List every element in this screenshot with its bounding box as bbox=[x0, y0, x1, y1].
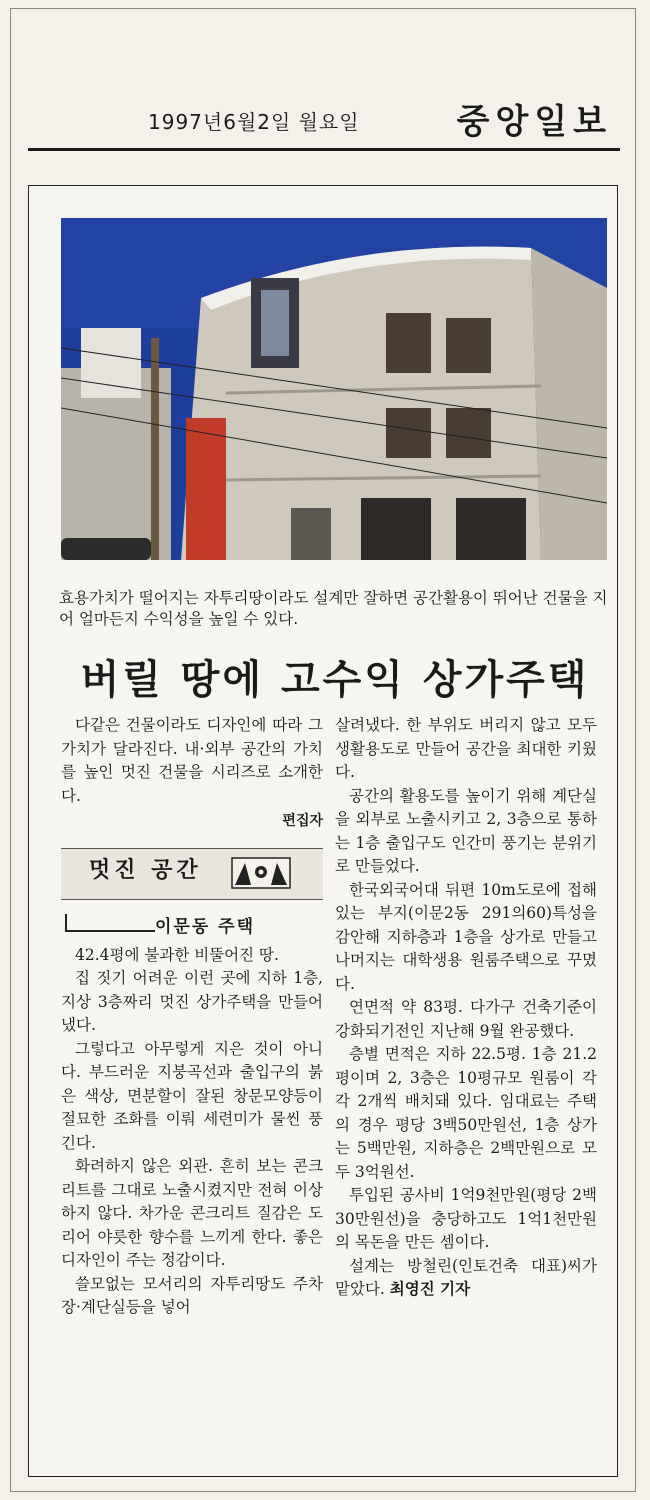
column-left bbox=[61, 714, 323, 1320]
body-paragraph: 집 짓기 어려운 이런 곳에 지하 1층, 지상 3층짜리 멋진 상가주택을 만들어냈다. bbox=[61, 969, 323, 1034]
body-paragraph: 쓸모없는 모서리의 자투리땅도 주차장·계단실등을 넣어 bbox=[61, 1274, 323, 1316]
article-box bbox=[28, 185, 618, 1477]
closing-text: 설계는 방철린(인토건축 대표)씨가 맡았다. bbox=[335, 1256, 597, 1298]
flower-ornament-icon bbox=[231, 857, 291, 889]
series-banner bbox=[61, 848, 323, 900]
body-paragraph: 42.4평에 불과한 비뚤어진 땅. bbox=[75, 945, 279, 964]
newspaper-name: 중앙일보 bbox=[456, 102, 612, 142]
intro-paragraph: 다같은 건물이라도 디자인에 따라 그 가치가 달라진다. 내·외부 공간의 가치를 높인 멋진 건물을 시리즈로 소개한다. bbox=[61, 716, 323, 805]
body-paragraph: 한국외국어대 뒤편 10m도로에 접해 있는 부지(이문2동 291의60)특성을 감안해 지하층과 1층을 상가로 만들고 나머지는 대학생용 원룸주택으로 꾸몄다. bbox=[335, 880, 597, 993]
reporter-byline: 최영진 기자 bbox=[389, 1280, 471, 1298]
building-photo bbox=[61, 218, 607, 560]
subtitle-bracket bbox=[65, 914, 155, 932]
series-title: 멋진 공간 bbox=[89, 857, 202, 883]
closing-paragraph bbox=[335, 1255, 597, 1302]
body-paragraph: 층별 면적은 지하 22.5평. 1층 21.2평이며 2, 3층은 10평규모 원룸이 각각 2개씩 배치돼 있다. 임대료는 주택의 경우 평당 3백50만원선, 1층 상가는 5백만원, 지하층은 2백만원으로 모두 3억원선. bbox=[335, 1045, 597, 1181]
body-paragraph: 화려하지 않은 외관. 흔히 보는 콘크리트를 그대로 노출시켰지만 전혀 이상하지 않다. 차가운 콘크리트 질감은 도리어 야릇한 향수를 느끼게 한다. 좋은 디자인이 주는 정감이다. bbox=[61, 1157, 323, 1269]
editor-signoff: 편집자 bbox=[282, 813, 323, 829]
series-subtitle: 이문동 주택 bbox=[155, 916, 256, 937]
body-paragraph: 그렇다고 아무렇게 지은 것이 아니다. 부드러운 지붕곡선과 출입구의 붉은 색상, 면분할이 잘된 창문모양등이 절묘한 조화를 이뤄 세련미가 물씬 풍긴다. bbox=[61, 1039, 323, 1152]
body-paragraph: 연면적 약 83평. 다가구 건축기준이 강화되기전인 지난해 9월 완공했다. bbox=[335, 998, 597, 1040]
issue-date: 1997년6월2일 월요일 bbox=[148, 110, 360, 134]
body-paragraph: 공간의 활용도를 높이기 위해 계단실을 외부로 노출시키고 2, 3층으로 통하는 1층 출입구도 인간미 풍기는 분위기로 만들었다. bbox=[335, 786, 597, 875]
photo-caption: 효용가치가 떨어지는 자투리땅이라도 설계만 잘하면 공간활용이 뛰어난 건물을 지어 얼마든지 수익성을 높일 수 있다. bbox=[59, 589, 608, 628]
series-subtitle-row bbox=[61, 910, 323, 944]
body-paragraph: 투입된 공사비 1억9천만원(평당 2백30만원선)을 충당하고도 1억1천만원의 목돈을 만든 셈이다. bbox=[335, 1186, 597, 1251]
body-paragraph: 살려냈다. 한 부위도 버리지 않고 모두 생활용도로 만들어 공간을 최대한 키웠다. bbox=[335, 716, 597, 781]
column-right bbox=[335, 714, 597, 1302]
masthead bbox=[28, 92, 620, 151]
article-headline: 버릴 땅에 고수익 상가주택 bbox=[80, 657, 590, 703]
building-illustration bbox=[61, 218, 607, 560]
